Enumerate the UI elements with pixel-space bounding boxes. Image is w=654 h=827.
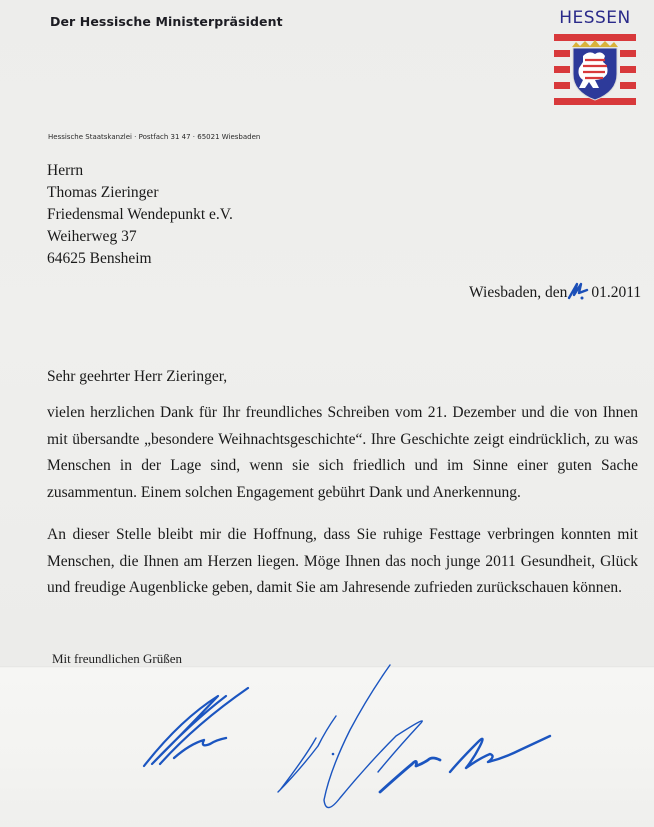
hessen-coat-of-arms-icon [552,34,638,110]
date-line [469,281,641,302]
handwritten-signature-icon [100,660,580,827]
body-paragraph: vielen herzlichen Dank für Ihr freundliches Schreiben vom 21. Dezember und die von Ihnen mit übersandte „besondere Weihnachtsgeschichte“. Ihre Geschichte zeigt eindrücklich, zu was Menschen in der Lage sind, wenn sie sich friedlich und im Sinne einer guten Sache zusammentun. Einem solchen Engagement gebührt Dank und Anerkennung. [47,404,638,501]
sender-return-address: Hessische Staatskanzlei · Postfach 31 47 · 65021 Wiesbaden [48,133,261,141]
handwritten-day-icon [567,281,591,301]
recipient-line: 64625 Bensheim [47,250,152,267]
letterhead-title: Der Hessische Ministerpräsident [50,14,283,29]
hessen-logo [552,8,638,110]
hessen-logo-word: HESSEN [559,8,631,28]
date-prefix: Wiesbaden, den [469,284,568,301]
closing-phrase: Mit freundlichen Grüßen [52,651,182,666]
recipient-line: Herrn [47,162,84,179]
recipient-line: Weiherweg 37 [47,228,137,245]
recipient-line: Thomas Zieringer [47,184,159,201]
recipient-line: Friedensmal Wendepunkt e.V. [47,206,233,223]
recipient-address [47,160,233,270]
salutation: Sehr geehrter Herr Zieringer, [47,368,228,385]
body-paragraph: An dieser Stelle bleibt mir die Hoffnung, dass Sie ruhige Festtage verbringen konnten mit Menschen, die Ihnen am Herzen liegen. Möge Ihnen das noch junge 2011 Gesundheit, Glück und freudige Augenblicke geben, damit Sie am Jahresende zufrieden zurückschauen können. [47,526,638,596]
date-suffix: 01.2011 [591,284,642,301]
